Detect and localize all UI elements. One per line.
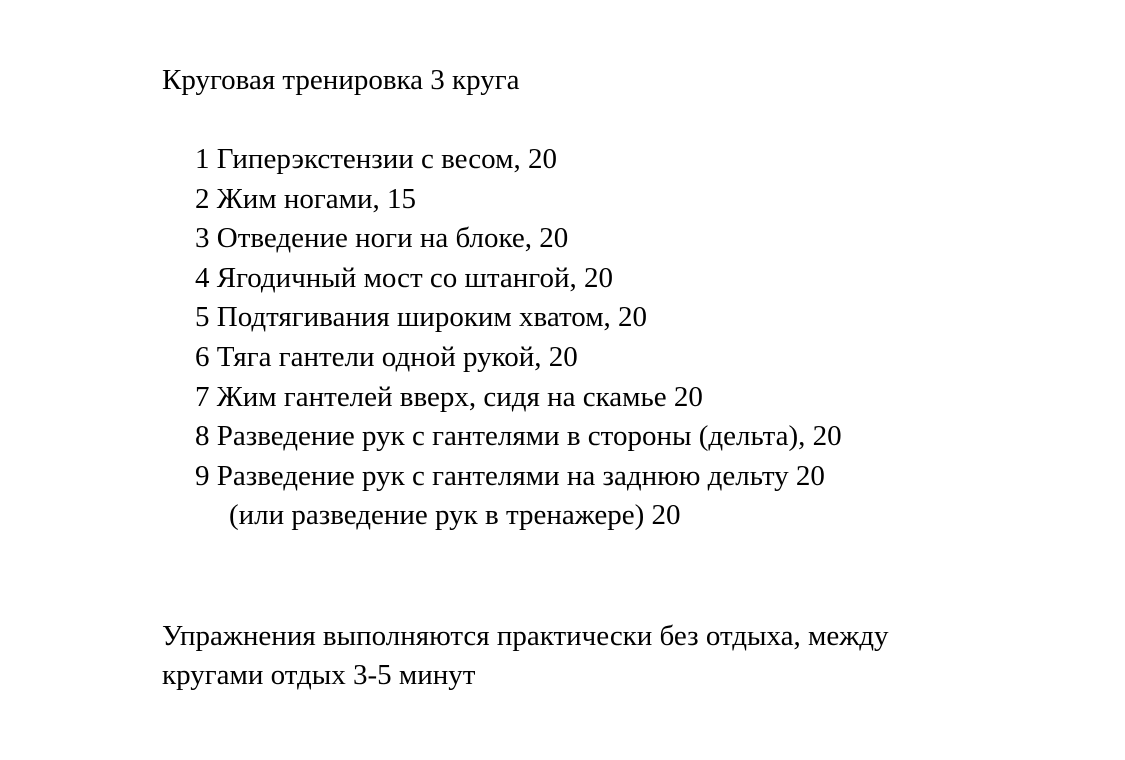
exercise-item-1: 1 Гиперэкстензии с весом, 20 xyxy=(195,143,557,175)
exercise-item-6: 6 Тяга гантели одной рукой, 20 xyxy=(195,340,578,373)
exercise-item-9: 9 Разведение рук с гантелями на заднюю дельту 20 xyxy=(195,459,825,492)
exercise-item-7: 7 Жим гантелей вверх, сидя на скамье 20 xyxy=(195,380,703,413)
rest-note-line-1: Упражнения выполняются практически без отдыха, между xyxy=(162,620,889,652)
exercise-item-8: 8 Разведение рук с гантелями в стороны (дельта), 20 xyxy=(195,420,842,453)
page-title: Круговая тренировка 3 круга xyxy=(162,64,520,96)
rest-note xyxy=(162,617,1062,695)
exercise-item-3: 3 Отведение ноги на блоке, 20 xyxy=(195,222,569,255)
exercise-item-4: 4 Ягодичный мост со штангой, 20 xyxy=(195,261,613,294)
exercise-item-9-alternative: (или разведение рук в тренажере) 20 xyxy=(229,499,681,532)
exercise-list xyxy=(195,140,842,536)
exercise-item-2: 2 Жим ногами, 15 xyxy=(195,182,417,215)
exercise-item-5: 5 Подтягивания широким хватом, 20 xyxy=(195,301,648,334)
rest-note-line-2: кругами отдых 3-5 минут xyxy=(162,659,476,691)
